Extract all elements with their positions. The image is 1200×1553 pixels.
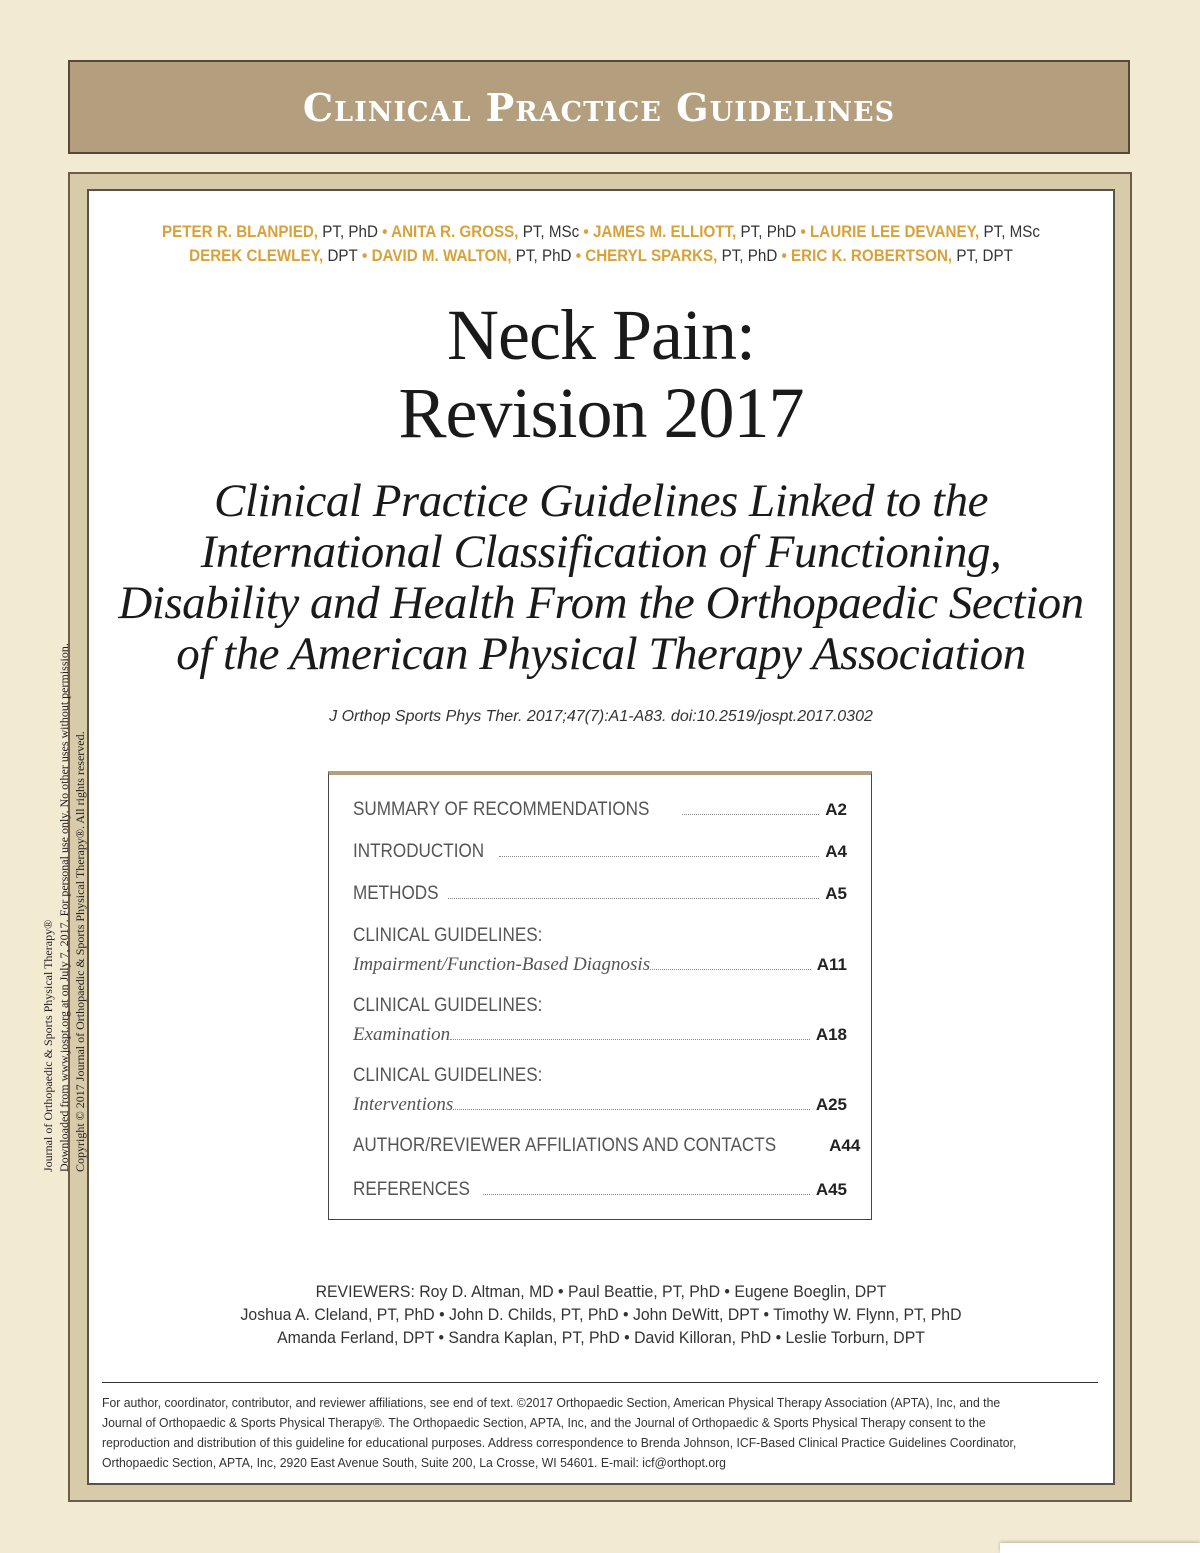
author-credentials: PT, PhD: [717, 247, 778, 265]
author-separator: •: [377, 223, 392, 241]
author-credentials: PT, PhD: [318, 223, 378, 241]
toc-leader-dots: [682, 814, 819, 815]
reviewer-line: Joshua A. Cleland, PT, PhD • John D. Childs, PT, PhD • John DeWitt, DPT • Timothy W. Flynn, PT, PhD: [240, 1305, 962, 1324]
author-name: ANITA R. GROSS,: [391, 223, 519, 241]
side-note-line: Downloaded from www.jospt.org at on July 7, 2017. For personal use only. No other uses without permission.: [57, 643, 71, 1172]
author-separator: •: [579, 223, 593, 241]
citation: J Orthop Sports Phys Ther. 2017;47(7):A1-A83. doi:10.2519/jospt.2017.0302: [329, 708, 873, 725]
author-credentials: DPT: [323, 247, 358, 265]
title-line-1: Neck Pain:: [447, 295, 755, 375]
toc-entry-diagnosis[interactable]: [353, 954, 847, 976]
footnote-line: Journal of Orthopaedic & Sports Physical Therapy®. The Orthopaedic Section, APTA, Inc, and the Journal of Orthopaedic & Sports Physical Therapy consent to the: [102, 1415, 986, 1430]
toc-heading: CLINICAL GUIDELINES:: [353, 1065, 543, 1086]
toc-leader-dots: [483, 1194, 810, 1195]
author-separator: •: [357, 247, 372, 265]
author-name: ERIC K. ROBERTSON,: [791, 247, 953, 265]
toc-label: SUMMARY OF RECOMMENDATIONS: [353, 799, 650, 820]
header-banner: [68, 60, 1130, 154]
toc-label: METHODS: [353, 883, 439, 904]
reviewer-line: REVIEWERS: Roy D. Altman, MD • Paul Beattie, PT, PhD • Eugene Boeglin, DPT: [315, 1282, 887, 1301]
toc-label: Examination: [353, 1024, 451, 1045]
banner-title: Clinical Practice Guidelines: [302, 84, 896, 130]
document-title: [87, 296, 1115, 452]
page-corner: [1000, 1543, 1200, 1553]
table-of-contents: [328, 771, 872, 1220]
reviewer-line: Amanda Ferland, DPT • Sandra Kaplan, PT, PhD • David Killoran, PhD • Leslie Torburn, DPT: [277, 1328, 925, 1347]
toc-page: A25: [815, 1095, 847, 1114]
document-subtitle: [95, 476, 1107, 680]
toc-label: REFERENCES: [353, 1179, 470, 1200]
author-name: DAVID M. WALTON,: [371, 247, 512, 265]
toc-entry-interventions[interactable]: [353, 1094, 847, 1116]
side-note-line: Copyright © 2017 Journal of Orthopaedic & Sports Physical Therapy®. All rights reserved.: [73, 731, 87, 1172]
author-name: CHERYL SPARKS,: [585, 247, 718, 265]
author-name: PETER R. BLANPIED,: [161, 223, 319, 241]
footnote-line: Orthopaedic Section, APTA, Inc, 2920 East Avenue South, Suite 200, La Crosse, WI 54601. E-mail: icf@orthopt.org: [102, 1455, 726, 1470]
toc-leader-dots: [650, 969, 811, 970]
toc-heading: CLINICAL GUIDELINES:: [353, 925, 543, 946]
author-line-1: [128, 220, 1074, 244]
author-name: LAURIE LEE DEVANEY,: [809, 223, 980, 241]
toc-leader-dots: [448, 898, 819, 899]
author-name: JAMES M. ELLIOTT,: [592, 223, 737, 241]
author-separator: •: [777, 247, 792, 265]
subtitle-line: International Classification of Functioning,: [200, 526, 1002, 578]
author-line-2: [128, 244, 1074, 268]
reviewer-list: [123, 1280, 1079, 1349]
author-separator: •: [796, 223, 810, 241]
toc-page: A11: [816, 955, 847, 974]
toc-page: A45: [815, 1180, 847, 1199]
toc-page: A5: [825, 884, 847, 903]
toc-entry-examination[interactable]: [353, 1024, 847, 1046]
toc-entry-affiliations[interactable]: [353, 1135, 861, 1157]
toc-page: A44: [829, 1136, 861, 1155]
footnote-line: For author, coordinator, contributor, and reviewer affiliations, see end of text. ©2017 Orthopaedic Section, American Physical Therapy Association (APTA), Inc, and the: [102, 1395, 1001, 1410]
author-credentials: PT, PhD: [511, 247, 572, 265]
toc-page: A2: [825, 800, 847, 819]
toc-entry-introduction[interactable]: [353, 841, 847, 863]
author-credentials: PT, PhD: [736, 223, 797, 241]
toc-label: INTRODUCTION: [353, 841, 485, 862]
footnote: [102, 1393, 1098, 1473]
author-list: [128, 220, 1074, 268]
toc-page: A4: [825, 842, 847, 861]
toc-leader-dots: [450, 1039, 810, 1040]
toc-label: Impairment/Function-Based Diagnosis: [353, 954, 651, 975]
toc-heading: CLINICAL GUIDELINES:: [353, 995, 543, 1016]
toc-leader-dots: [499, 856, 820, 857]
toc-leader-dots: [453, 1109, 810, 1110]
side-note-line: Journal of Orthopaedic & Sports Physical Therapy®: [41, 919, 55, 1172]
author-name: DEREK CLEWLEY,: [189, 247, 324, 265]
author-credentials: PT, DPT: [952, 247, 1013, 265]
footnote-line: reproduction and distribution of this guideline for educational purposes. Address correspondence to Brenda Johnson, ICF-Based Clinical Practice Guidelines Coordinator,: [102, 1435, 1017, 1450]
author-credentials: PT, MSc: [518, 223, 580, 241]
subtitle-line: Clinical Practice Guidelines Linked to the: [214, 475, 988, 527]
toc-label: AUTHOR/REVIEWER AFFILIATIONS AND CONTACTS: [353, 1135, 777, 1156]
toc-label: Interventions: [353, 1094, 454, 1115]
toc-entry-methods[interactable]: [353, 883, 847, 905]
author-separator: •: [571, 247, 586, 265]
toc-entry-references[interactable]: [353, 1179, 847, 1201]
subtitle-line: Disability and Health From the Orthopaedic Section: [118, 577, 1084, 629]
footnote-divider: [102, 1382, 1098, 1383]
toc-page: A18: [815, 1025, 847, 1044]
toc-entry-summary[interactable]: [353, 799, 847, 821]
side-copyright-note: [40, 512, 88, 1172]
title-line-2: Revision 2017: [398, 373, 804, 453]
subtitle-line: of the American Physical Therapy Association: [176, 628, 1026, 680]
author-credentials: PT, MSc: [979, 223, 1040, 241]
